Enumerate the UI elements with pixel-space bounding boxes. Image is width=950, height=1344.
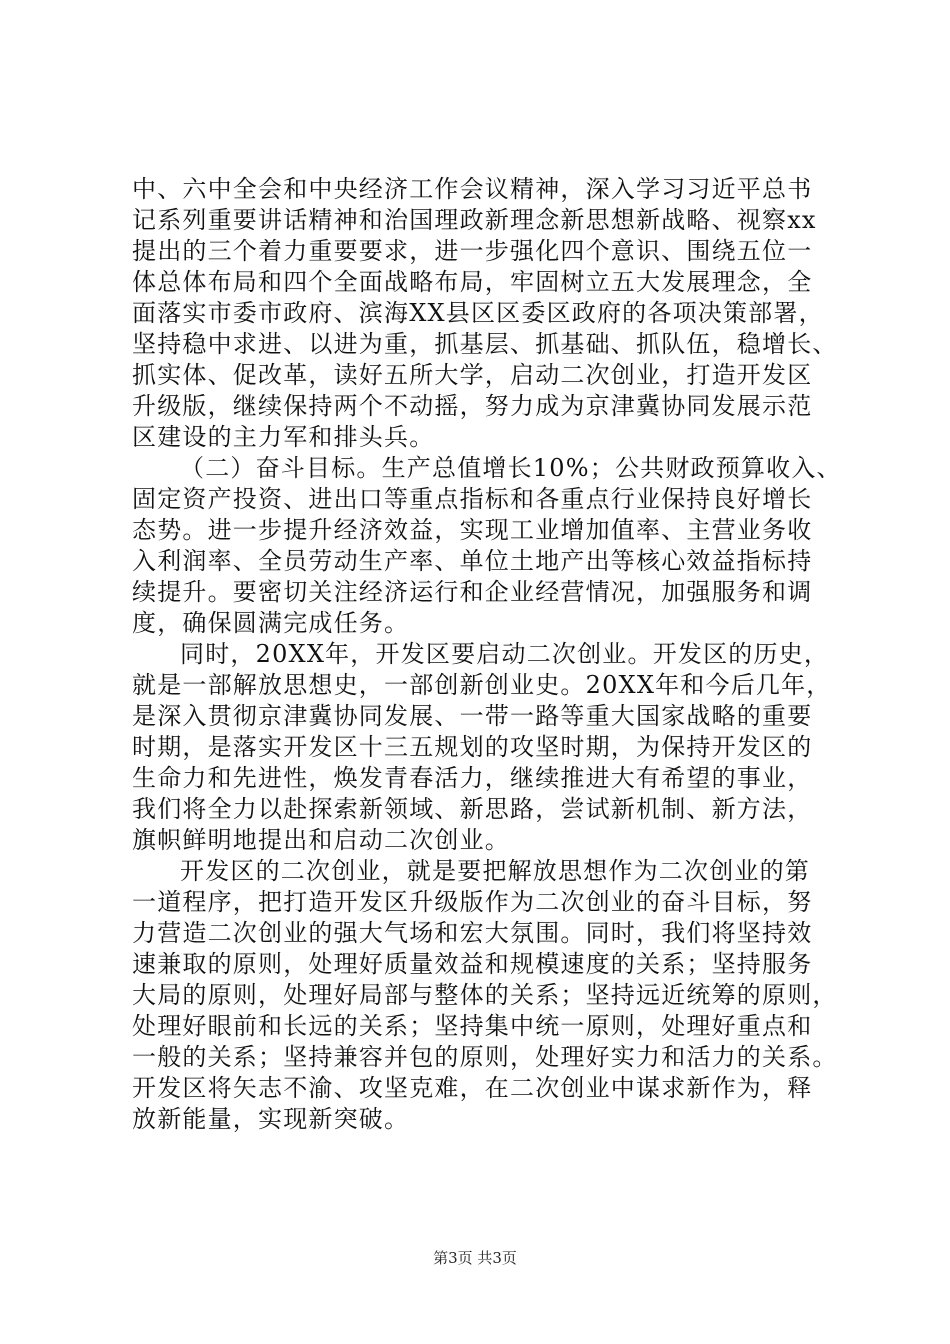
paragraph-3-line-1: 同时，20XX年，开发区要启动二次创业。开发区的历史， xyxy=(180,640,830,668)
paragraph-2-line-5: 续提升。要密切关注经济运行和企业经营情况，加强服务和调 xyxy=(132,578,813,606)
paragraph-4-line-7: 一般的关系；坚持兼容并包的原则，处理好实力和活力的关系。 xyxy=(132,1043,838,1071)
paragraph-4-line-5: 大局的原则，处理好局部与整体的关系；坚持远近统筹的原则， xyxy=(132,981,838,1009)
paragraph-1-line-6: 坚持稳中求进、以进为重，抓基层、抓基础、抓队伍，稳增长、 xyxy=(132,330,838,358)
paragraph-4-line-6: 处理好眼前和长远的关系；坚持集中统一原则，处理好重点和 xyxy=(132,1012,813,1040)
paragraph-3-line-5: 生命力和先进性，焕发青春活力，继续推进大有希望的事业， xyxy=(132,764,813,792)
paragraph-1-line-7: 抓实体、促改革，读好五所大学，启动二次创业，打造开发区 xyxy=(132,361,813,389)
paragraph-1-line-3: 提出的三个着力重要要求，进一步强化四个意识、围绕五位一 xyxy=(132,237,813,265)
paragraph-4-line-1: 开发区的二次创业，就是要把解放思想作为二次创业的第 xyxy=(180,857,810,885)
paragraph-2-line-6: 度，确保圆满完成任务。 xyxy=(132,609,410,637)
paragraph-2-line-3: 态势。进一步提升经济效益，实现工业增加值率、主营业务收 xyxy=(132,516,813,544)
paragraph-3-line-4: 时期，是落实开发区十三五规划的攻坚时期，为保持开发区的 xyxy=(132,733,813,761)
paragraph-3-line-7: 旗帜鲜明地提出和启动二次创业。 xyxy=(132,826,510,854)
paragraph-3-line-2: 就是一部解放思想史，一部创新创业史。20XX年和今后几年， xyxy=(132,671,832,699)
paragraph-1-line-9: 区建设的主力军和排头兵。 xyxy=(132,423,435,451)
paragraph-1-line-8: 升级版，继续保持两个不动摇，努力成为京津冀协同发展示范 xyxy=(132,392,813,420)
paragraph-2-line-4: 入利润率、全员劳动生产率、单位土地产出等核心效益指标持 xyxy=(132,547,813,575)
paragraph-4-line-4: 速兼取的原则，处理好质量效益和规模速度的关系；坚持服务 xyxy=(132,950,813,978)
paragraph-4-line-3: 力营造二次创业的强大气场和宏大氛围。同时，我们将坚持效 xyxy=(132,919,813,947)
paragraph-2-line-2: 固定资产投资、进出口等重点指标和各重点行业保持良好增长 xyxy=(132,485,813,513)
paragraph-1-line-1: 中、六中全会和中央经济工作会议精神，深入学习习近平总书 xyxy=(132,175,813,203)
paragraph-1-line-4: 体总体布局和四个全面战略布局，牢固树立五大发展理念，全 xyxy=(132,268,813,296)
paragraph-2-line-1: （二）奋斗目标。生产总值增长10%；公共财政预算收入、 xyxy=(180,454,842,482)
page-number-footer: 第3页 共3页 xyxy=(433,1249,517,1267)
paragraph-4-line-8: 开发区将矢志不渝、攻坚克难，在二次创业中谋求新作为，释 xyxy=(132,1074,813,1102)
paragraph-4-line-2: 一道程序，把打造开发区升级版作为二次创业的奋斗目标，努 xyxy=(132,888,813,916)
paragraph-1-line-5: 面落实市委市政府、滨海XX县区区委区政府的各项决策部署， xyxy=(132,299,824,327)
paragraph-1-line-2: 记系列重要讲话精神和治国理政新理念新思想新战略、视察xx xyxy=(132,206,817,234)
paragraph-3-line-3: 是深入贯彻京津冀协同发展、一带一路等重大国家战略的重要 xyxy=(132,702,813,730)
paragraph-4-line-9: 放新能量，实现新突破。 xyxy=(132,1105,410,1133)
paragraph-3-line-6: 我们将全力以赴探索新领域、新思路，尝试新机制、新方法， xyxy=(132,795,813,823)
